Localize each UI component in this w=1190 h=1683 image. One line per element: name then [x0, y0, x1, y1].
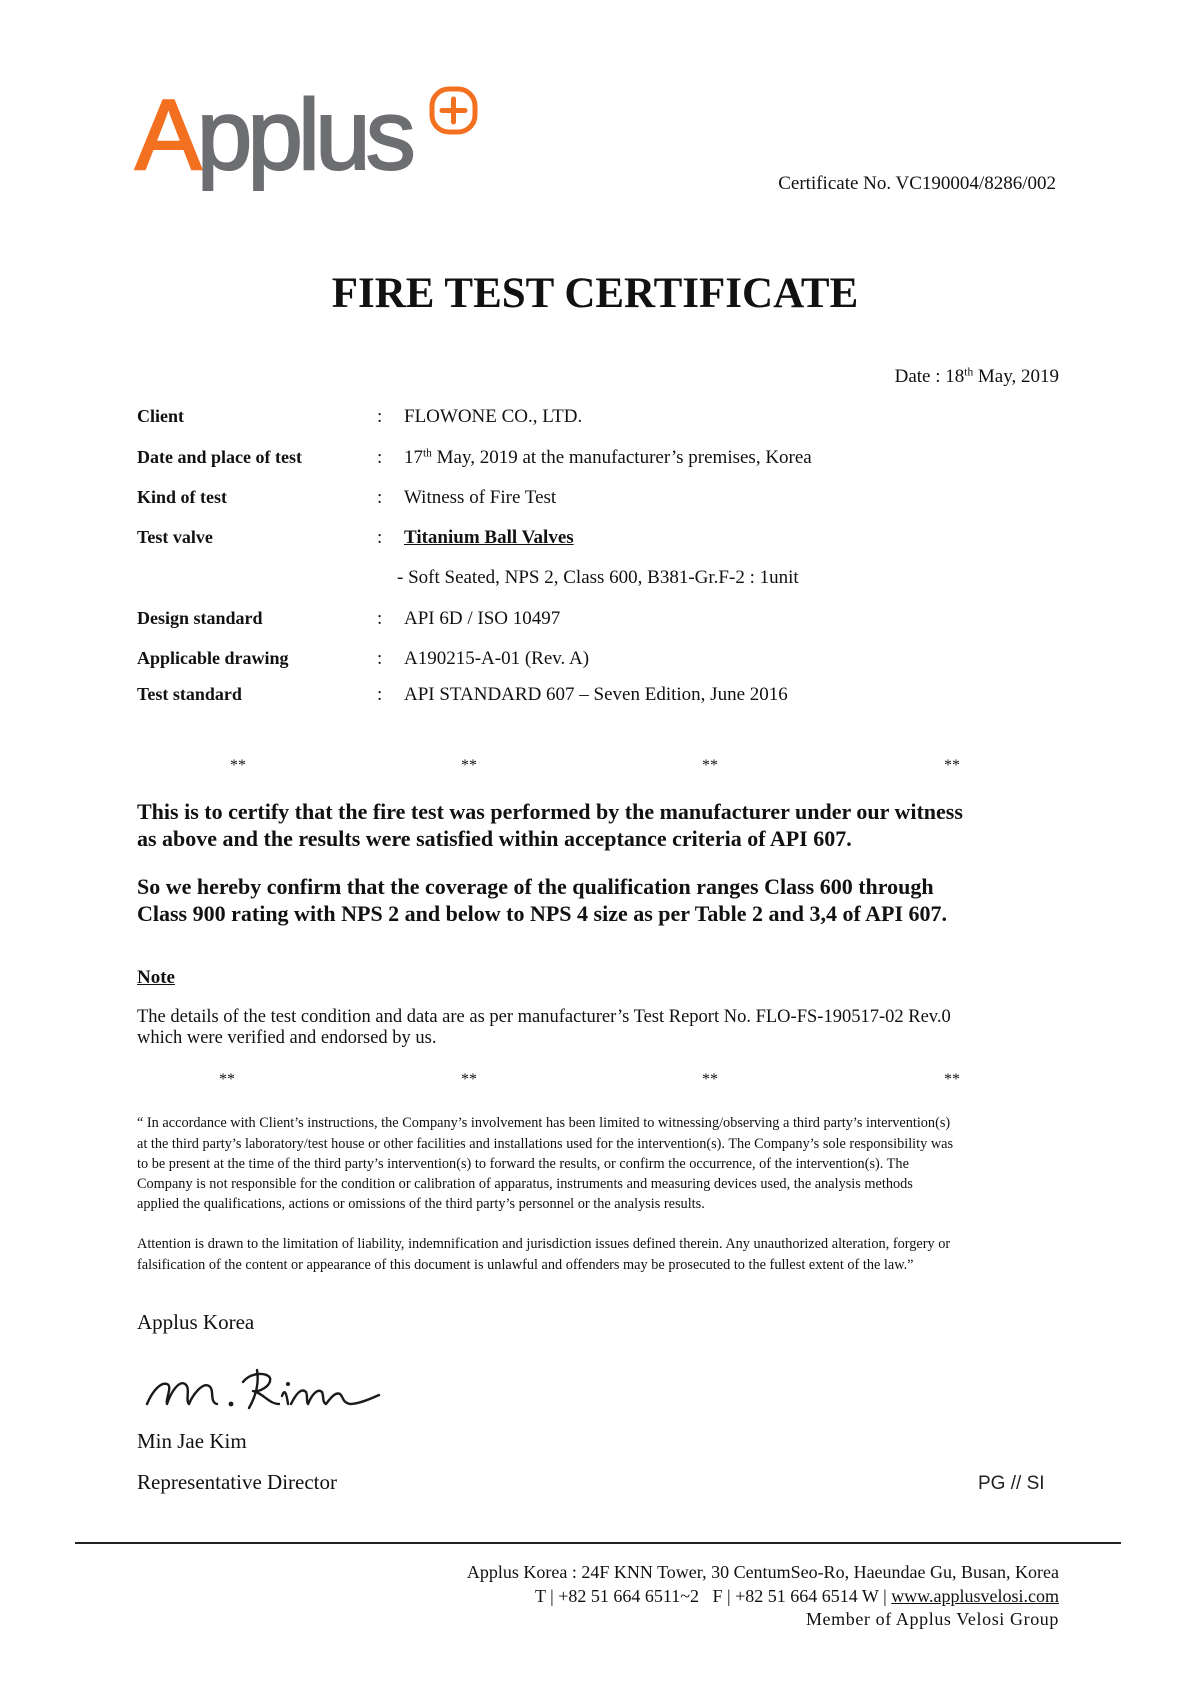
note-text-line: which were verified and endorsed by us. — [137, 1028, 437, 1048]
kind-value: Witness of Fire Test — [404, 487, 557, 508]
date-place-sup: th — [423, 447, 432, 460]
kind-label: Kind of test — [137, 487, 227, 507]
separator-colon: : — [377, 447, 383, 468]
date-prefix: Date : 18 — [894, 366, 965, 387]
plus-circle-icon — [429, 86, 478, 135]
document-title: FIRE TEST CERTIFICATE — [331, 270, 859, 317]
divider-mark: ** — [461, 757, 477, 774]
separator-colon: : — [377, 527, 383, 548]
divider-mark: ** — [461, 1071, 477, 1088]
note-text-line: The details of the test condition and data are as per manufacturer’s Test Report No. FLO-FS-190517-02 Rev.0 — [137, 1007, 951, 1027]
note-heading: Note — [137, 967, 175, 988]
footer-divider — [75, 1542, 1121, 1544]
divider-mark: ** — [702, 757, 718, 774]
website-link[interactable]: www.applusvelosi.com — [891, 1586, 1059, 1606]
disclaimer-line: applied the qualifications, actions or omissions of the third party’s personnel or the analysis results. — [137, 1196, 705, 1212]
drawing-label: Applicable drawing — [137, 648, 289, 668]
disclaimer-line: to be present at the time of the third party’s intervention(s) to forward the results, or confirm the occurrence, of the intervention(s). The — [137, 1156, 909, 1172]
client-value: FLOWONE CO., LTD. — [404, 406, 583, 427]
divider-mark: ** — [702, 1071, 718, 1088]
date-rest: May, 2019 — [973, 366, 1059, 387]
handwritten-signature — [145, 1358, 385, 1418]
separator-colon: : — [377, 608, 383, 629]
separator-colon: : — [377, 648, 383, 669]
client-label: Client — [137, 406, 184, 426]
statement-line: Class 900 rating with NPS 2 and below to NPS 4 size as per Table 2 and 3,4 of API 607. — [137, 901, 948, 926]
disclaimer-line: “ In accordance with Client’s instructions, the Company’s involvement has been limited to witnessing/observing a third party’s intervention(s) — [137, 1115, 951, 1131]
divider-mark: ** — [219, 1071, 235, 1088]
drawing-value: A190215-A-01 (Rev. A) — [404, 648, 590, 669]
footer-membership: Member of Applus Velosi Group — [805, 1609, 1059, 1629]
signatory-name: Min Jae Kim — [137, 1429, 247, 1453]
attention-line: Attention is drawn to the limitation of liability, indemnification and jurisdiction issues defined therein. Any unauthorized alteration, forgery or — [137, 1236, 951, 1252]
divider-mark: ** — [944, 757, 960, 774]
issue-date — [895, 367, 1059, 386]
date-place-rest: May, 2019 at the manufacturer’s premises, Korea — [431, 447, 812, 468]
separator-colon: : — [377, 406, 383, 427]
test-valve-spec: - Soft Seated, NPS 2, Class 600, B381-Gr.F-2 : 1unit — [397, 567, 799, 588]
date-place-label: Date and place of test — [137, 447, 302, 467]
date-place-value — [404, 448, 812, 467]
statement-line: This is to certify that the fire test was performed by the manufacturer under our witness — [137, 799, 963, 824]
divider-mark: ** — [944, 1071, 960, 1088]
initials-mark: PG // SI — [978, 1473, 1045, 1494]
test-standard-label: Test standard — [137, 684, 242, 704]
footer-address: Applus Korea : 24F KNN Tower, 30 CentumSeo-Ro, Haeundae Gu, Busan, Korea — [466, 1562, 1059, 1582]
divider-mark: ** — [230, 757, 246, 774]
date-place-day: 17 — [404, 447, 423, 468]
statement-line: So we hereby confirm that the coverage of the qualification ranges Class 600 through — [137, 874, 934, 899]
logo-wordmark: pplus — [196, 79, 411, 191]
date-suffix-sup: th — [964, 366, 974, 379]
disclaimer-line: at the third party’s laboratory/test house or other facilities and installations used for the intervention(s). The Company’s sole responsibility was — [137, 1136, 954, 1152]
test-standard-value: API STANDARD 607 – Seven Edition, June 2016 — [404, 684, 788, 705]
applus-logo — [135, 79, 411, 191]
footer-phone-fax: T | +82 51 664 6511~2 F | +82 51 664 6514 W | — [534, 1586, 892, 1606]
design-standard-label: Design standard — [137, 608, 263, 628]
separator-colon: : — [377, 487, 383, 508]
footer-contact — [535, 1587, 1059, 1605]
test-valve-value: Titanium Ball Valves — [404, 527, 574, 548]
separator-colon: : — [377, 684, 383, 705]
design-standard-value: API 6D / ISO 10497 — [404, 608, 561, 629]
signatory-title: Representative Director — [137, 1470, 337, 1494]
statement-line: as above and the results were satisfied within acceptance criteria of API 607. — [137, 826, 852, 851]
attention-line: falsification of the content or appearance of this document is unlawful and offenders may be prosecuted to the fullest extent of the law.” — [137, 1257, 914, 1273]
signatory-organization: Applus Korea — [137, 1310, 255, 1334]
certificate-number: Certificate No. VC190004/8286/002 — [778, 173, 1056, 194]
logo-letter-a: A — [135, 79, 197, 191]
test-valve-label: Test valve — [137, 527, 213, 547]
disclaimer-line: Company is not responsible for the condition or calibration of apparatus, instruments and measuring devices used, the analysis methods — [137, 1176, 913, 1192]
